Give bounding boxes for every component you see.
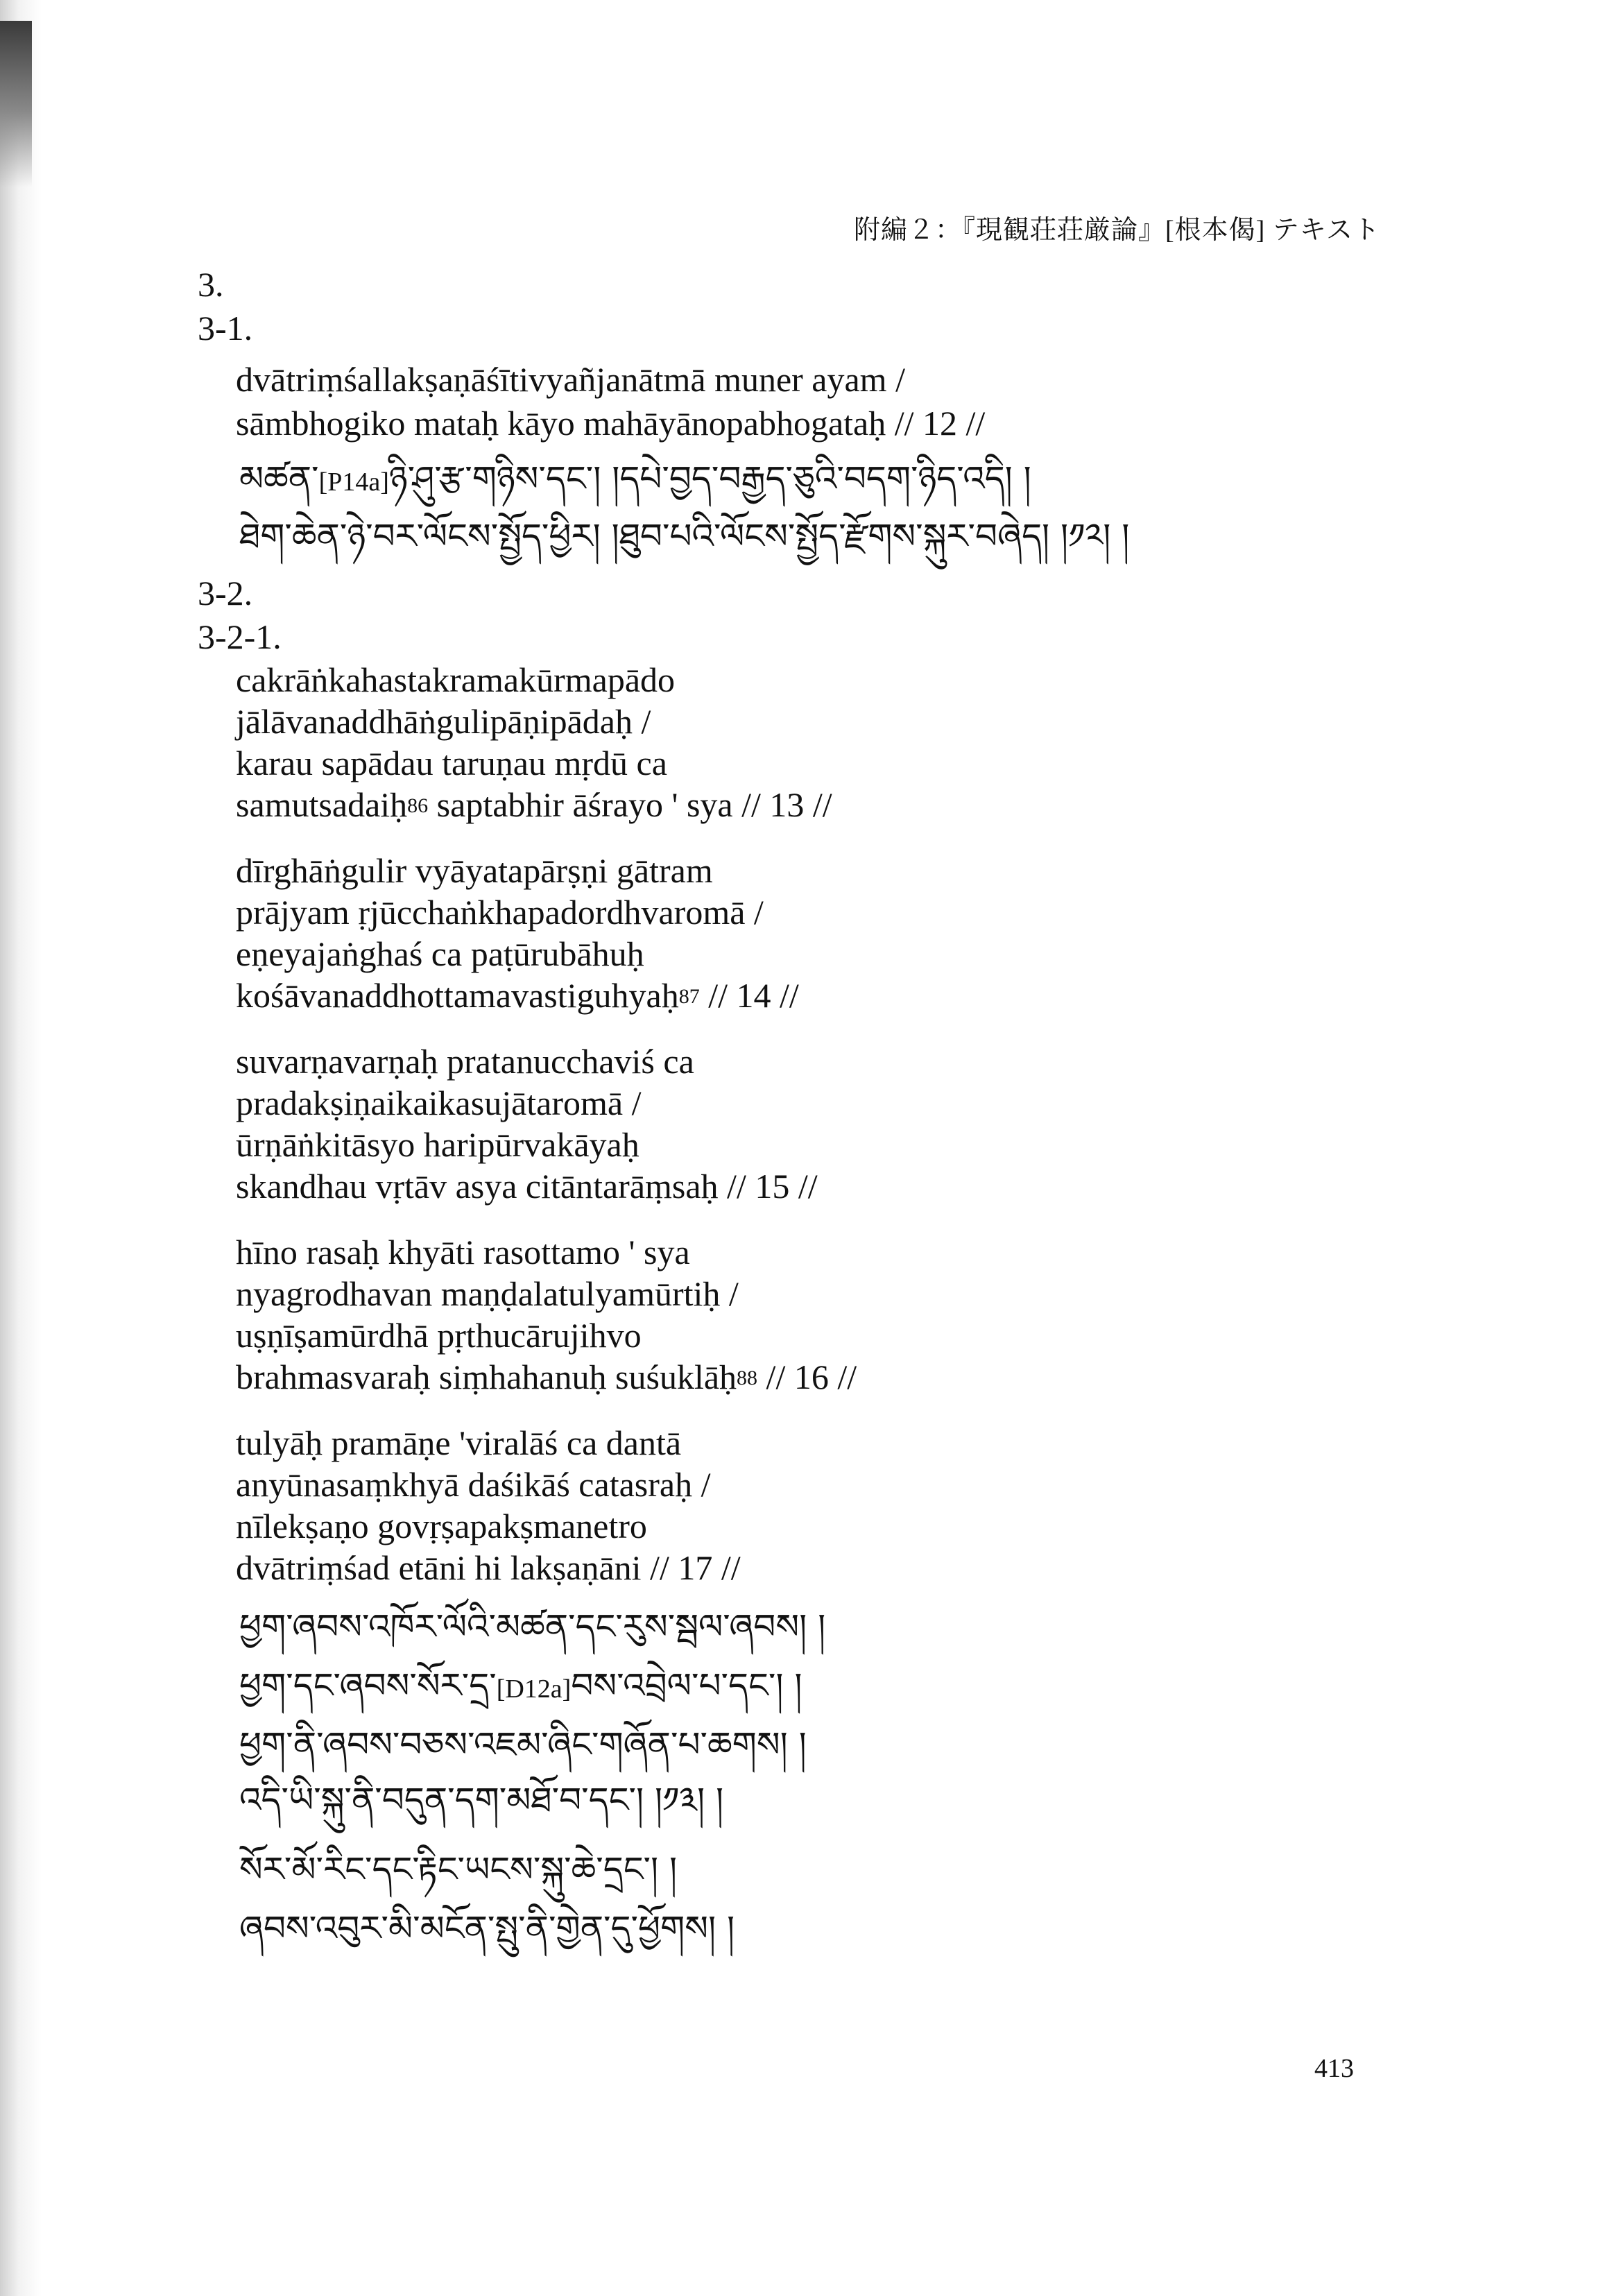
sanskrit-line: pradakṣiṇaikaikasujātaromā /: [236, 1083, 642, 1122]
folio-marker: [P14a]: [318, 468, 389, 497]
sanskrit-line: samutsadaiḥ$^{86}$ saptabhir āśrayo ' sya // 13 //: [236, 785, 832, 824]
footnote-ref: 86: [407, 794, 429, 817]
sanskrit-line: dīrghāṅgulir vyāyatapārṣṇi gātram: [236, 851, 713, 890]
sanskrit-line: dvātriṃśad etāni hi lakṣaṇāni // 17 //: [236, 1548, 741, 1587]
sanskrit-line: hīno rasaḥ khyāti rasottamo ' sya: [236, 1233, 690, 1271]
tibetan-line: ཞབས་འབུར་མི་མངོན་སྤུ་ནི་གྱེན་དུ་ཕྱོགས། །: [239, 1908, 735, 1948]
sanskrit-line: prājyam ṛjūcchaṅkhapadordhvaromā /: [236, 893, 764, 932]
sanskrit-line: cakrāṅkahastakramakūrmapādo: [236, 660, 676, 699]
section-number: 3-2.: [198, 574, 253, 612]
footnote-ref: 87: [678, 985, 700, 1008]
footnote-ref: 88: [737, 1367, 758, 1389]
section-number: 3-1.: [198, 309, 253, 348]
tibetan-line: ཕྱག་དང་ཞབས་སོར་དྲ་[D12a]བས་འབྲེལ་པ་དང་། །: [239, 1665, 802, 1706]
sanskrit-line: uṣṇīṣamūrdhā pṛthucārujihvo: [236, 1316, 642, 1355]
tibetan-line: ཕྱག་ཞབས་འཁོར་ལོའི་མཚན་དང་རུས་སྦལ་ཞབས། །: [239, 1607, 826, 1647]
sanskrit-line: dvātriṃśallakṣaṇāśītivyañjanātmā muner ayam /: [236, 360, 905, 399]
tibetan-line: འདི་ཡི་སྐུ་ནི་བདུན་དག་མཐོ་བ་དང་། །༡༣། །: [239, 1780, 724, 1820]
tibetan-line: སོར་མོ་རིང་དང་རྟིང་ཡངས་སྐུ་ཆེ་དྲང་། །: [239, 1849, 678, 1890]
scan-binding-mark: [0, 21, 32, 187]
sanskrit-line: nīlekṣaṇo govṛṣapakṣmanetro: [236, 1507, 647, 1545]
sanskrit-line: nyagrodhavan maṇḍalatulyamūrtiḥ /: [236, 1274, 739, 1313]
sanskrit-line: jālāvanaddhāṅgulipāṇipādaḥ /: [236, 702, 651, 741]
running-header: 附編２：『現観荘荘厳論』[根本偈] テキスト: [853, 216, 1380, 245]
sanskrit-line: anyūnasaṃkhyā daśikāś catasraḥ /: [236, 1465, 711, 1504]
page-number: 413: [1314, 2054, 1354, 2083]
tibetan-line: ཐེག་ཆེན་ཉེ་བར་ལོངས་སྤྱོད་ཕྱིར། །ཐུབ་པའི་ལོངས་སྤྱོད་རྫོགས་སྐུར་བཞེད། །༡༢། །: [239, 516, 1130, 556]
sanskrit-line: skandhau vṛtāv asya citāntarāṃsaḥ // 15 //: [236, 1167, 818, 1206]
tibetan-line: ཕྱག་ནི་ཞབས་བཅས་འཇམ་ཞིང་གཞོན་པ་ཆགས། །: [239, 1724, 807, 1765]
sanskrit-line: brahmasvaraḥ siṃhahanuḥ suśuklāḥ$^{88}$ // 16 //: [236, 1357, 857, 1396]
tibetan-line: མཚན་[P14a]ཉི་ཤུ་རྩ་གཉིས་དང་། །དཔེ་བྱད་བརྒྱད་ཅུའི་བདག་ཉིད་འདི། །: [239, 459, 1031, 499]
section-number: 3-2-1.: [198, 617, 282, 656]
sanskrit-line: karau sapādau taruṇau mṛdū ca: [236, 744, 667, 782]
sanskrit-line: tulyāḥ pramāṇe 'viralāś ca dantā: [236, 1423, 682, 1462]
sanskrit-line: ūrṇāṅkitāsyo haripūrvakāyaḥ: [236, 1125, 639, 1164]
sanskrit-line: kośāvanaddhottamavastiguhyaḥ$^{87}$ // 14 //: [236, 976, 799, 1015]
scan-shadow-edge: [0, 0, 42, 2296]
folio-marker: [D12a]: [496, 1674, 572, 1704]
sanskrit-line: suvarṇavarṇaḥ pratanucchaviś ca: [236, 1042, 694, 1081]
sanskrit-line: sāmbhogiko mataḥ kāyo mahāyānopabhogataḥ // 12 //: [236, 404, 986, 443]
sanskrit-line: eṇeyajaṅghaś ca paṭūrubāhuḥ: [236, 934, 644, 973]
section-number: 3.: [198, 265, 224, 304]
